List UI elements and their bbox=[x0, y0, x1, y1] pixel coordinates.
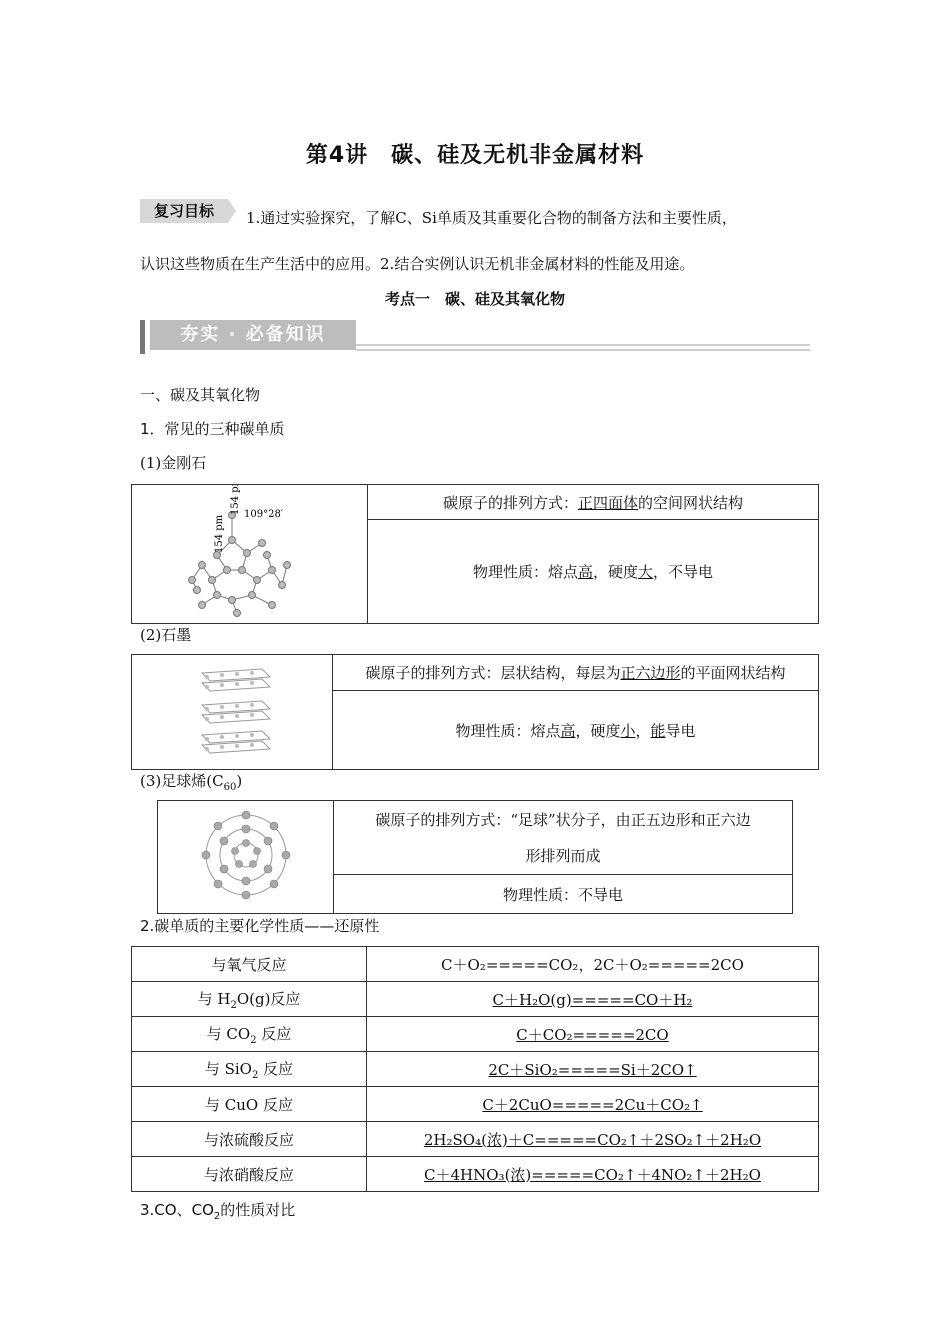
diamond-label: (1)金刚石 bbox=[140, 454, 207, 472]
goals-line-1: 1.通过实验探究，了解C、Si单质及其重要化合物的制备方法和主要性质， bbox=[246, 209, 737, 227]
reaction-name: 与 SiO$_2$ 反应 bbox=[132, 1052, 367, 1087]
graphite-structure-image bbox=[132, 655, 333, 770]
c60-table bbox=[157, 800, 793, 914]
reaction-equation: C＋O₂=====CO₂，2C＋O₂=====2CO bbox=[367, 947, 819, 982]
reactions-table bbox=[131, 946, 819, 1192]
reaction-equation: 2C＋SiO₂=====Si＋2CO↑ bbox=[367, 1052, 819, 1087]
section-banner bbox=[140, 320, 810, 354]
section-heading: 一、碳及其氧化物 bbox=[140, 386, 261, 404]
reaction-name: 与浓硝酸反应 bbox=[132, 1157, 367, 1192]
subheading-2: 2.碳单质的主要化学性质——还原性 bbox=[140, 917, 380, 935]
reaction-name: 与浓硫酸反应 bbox=[132, 1122, 367, 1157]
bond-length-label-2: 154 pm bbox=[230, 485, 241, 515]
graphite-arrangement: 碳原子的排列方式：层状结构，每层为正六边形的平面网状结构 bbox=[333, 655, 819, 691]
diamond-arrangement: 碳原子的排列方式：正四面体的空间网状结构 bbox=[368, 485, 819, 520]
diamond-physical: 物理性质：熔点高，硬度大，不导电 bbox=[368, 520, 819, 624]
reaction-name: 与 $H_2O(g)$反应 bbox=[132, 982, 367, 1017]
bond-length-label-1: 154 pm bbox=[214, 514, 225, 553]
c60-structure-image bbox=[158, 801, 334, 914]
subheading-3: 3.CO、$CO_2$的性质对比 bbox=[140, 1201, 296, 1222]
c60-physical: 物理性质：不导电 bbox=[334, 875, 793, 914]
goals-line-2: 认识这些物质在生产生活中的应用。2.结合实例认识无机非金属材料的性能及用途。 bbox=[140, 255, 695, 273]
badge-arrow bbox=[228, 199, 236, 223]
reaction-name: 与 $CO_2$ 反应 bbox=[132, 1017, 367, 1052]
reaction-name: 与氧气反应 bbox=[132, 947, 367, 982]
bond-angle-label: 109°28′ bbox=[244, 509, 284, 520]
reaction-equation: C＋CO₂=====2CO bbox=[367, 1017, 819, 1052]
banner-label: 夯实 · 必备知识 bbox=[150, 320, 356, 350]
reaction-name: 与 CuO 反应 bbox=[132, 1087, 367, 1122]
c60-arrangement: 碳原子的排列方式：“足球”状分子，由正五边形和正六边 形排列而成 bbox=[334, 801, 793, 875]
goals-badge: 复习目标 bbox=[140, 199, 228, 223]
diamond-table bbox=[131, 484, 819, 624]
subheading-1: 1．常见的三种碳单质 bbox=[140, 420, 285, 438]
reaction-equation: 2H₂SO₄(浓)＋C=====CO₂↑＋2SO₂↑＋2H₂O bbox=[367, 1122, 819, 1157]
graphite-table bbox=[131, 654, 819, 770]
c60-label: (3)足球烯$(C_{60})$ bbox=[140, 772, 243, 793]
kaodian-heading: 考点一 碳、硅及其氧化物 bbox=[384, 290, 565, 308]
graphite-physical: 物理性质：熔点高，硬度小，能导电 bbox=[333, 691, 819, 770]
graphite-label: (2)石墨 bbox=[140, 626, 192, 644]
reaction-equation: C＋2CuO=====2Cu＋CO₂↑ bbox=[367, 1087, 819, 1122]
reaction-equation: C＋H₂O(g)=====CO＋H₂ bbox=[367, 982, 819, 1017]
diamond-structure-image bbox=[132, 485, 368, 624]
reaction-equation: C＋4HNO₃(浓)=====CO₂↑＋4NO₂↑＋2H₂O bbox=[367, 1157, 819, 1192]
page-title: 第4讲 碳、硅及无机非金属材料 bbox=[305, 143, 645, 168]
